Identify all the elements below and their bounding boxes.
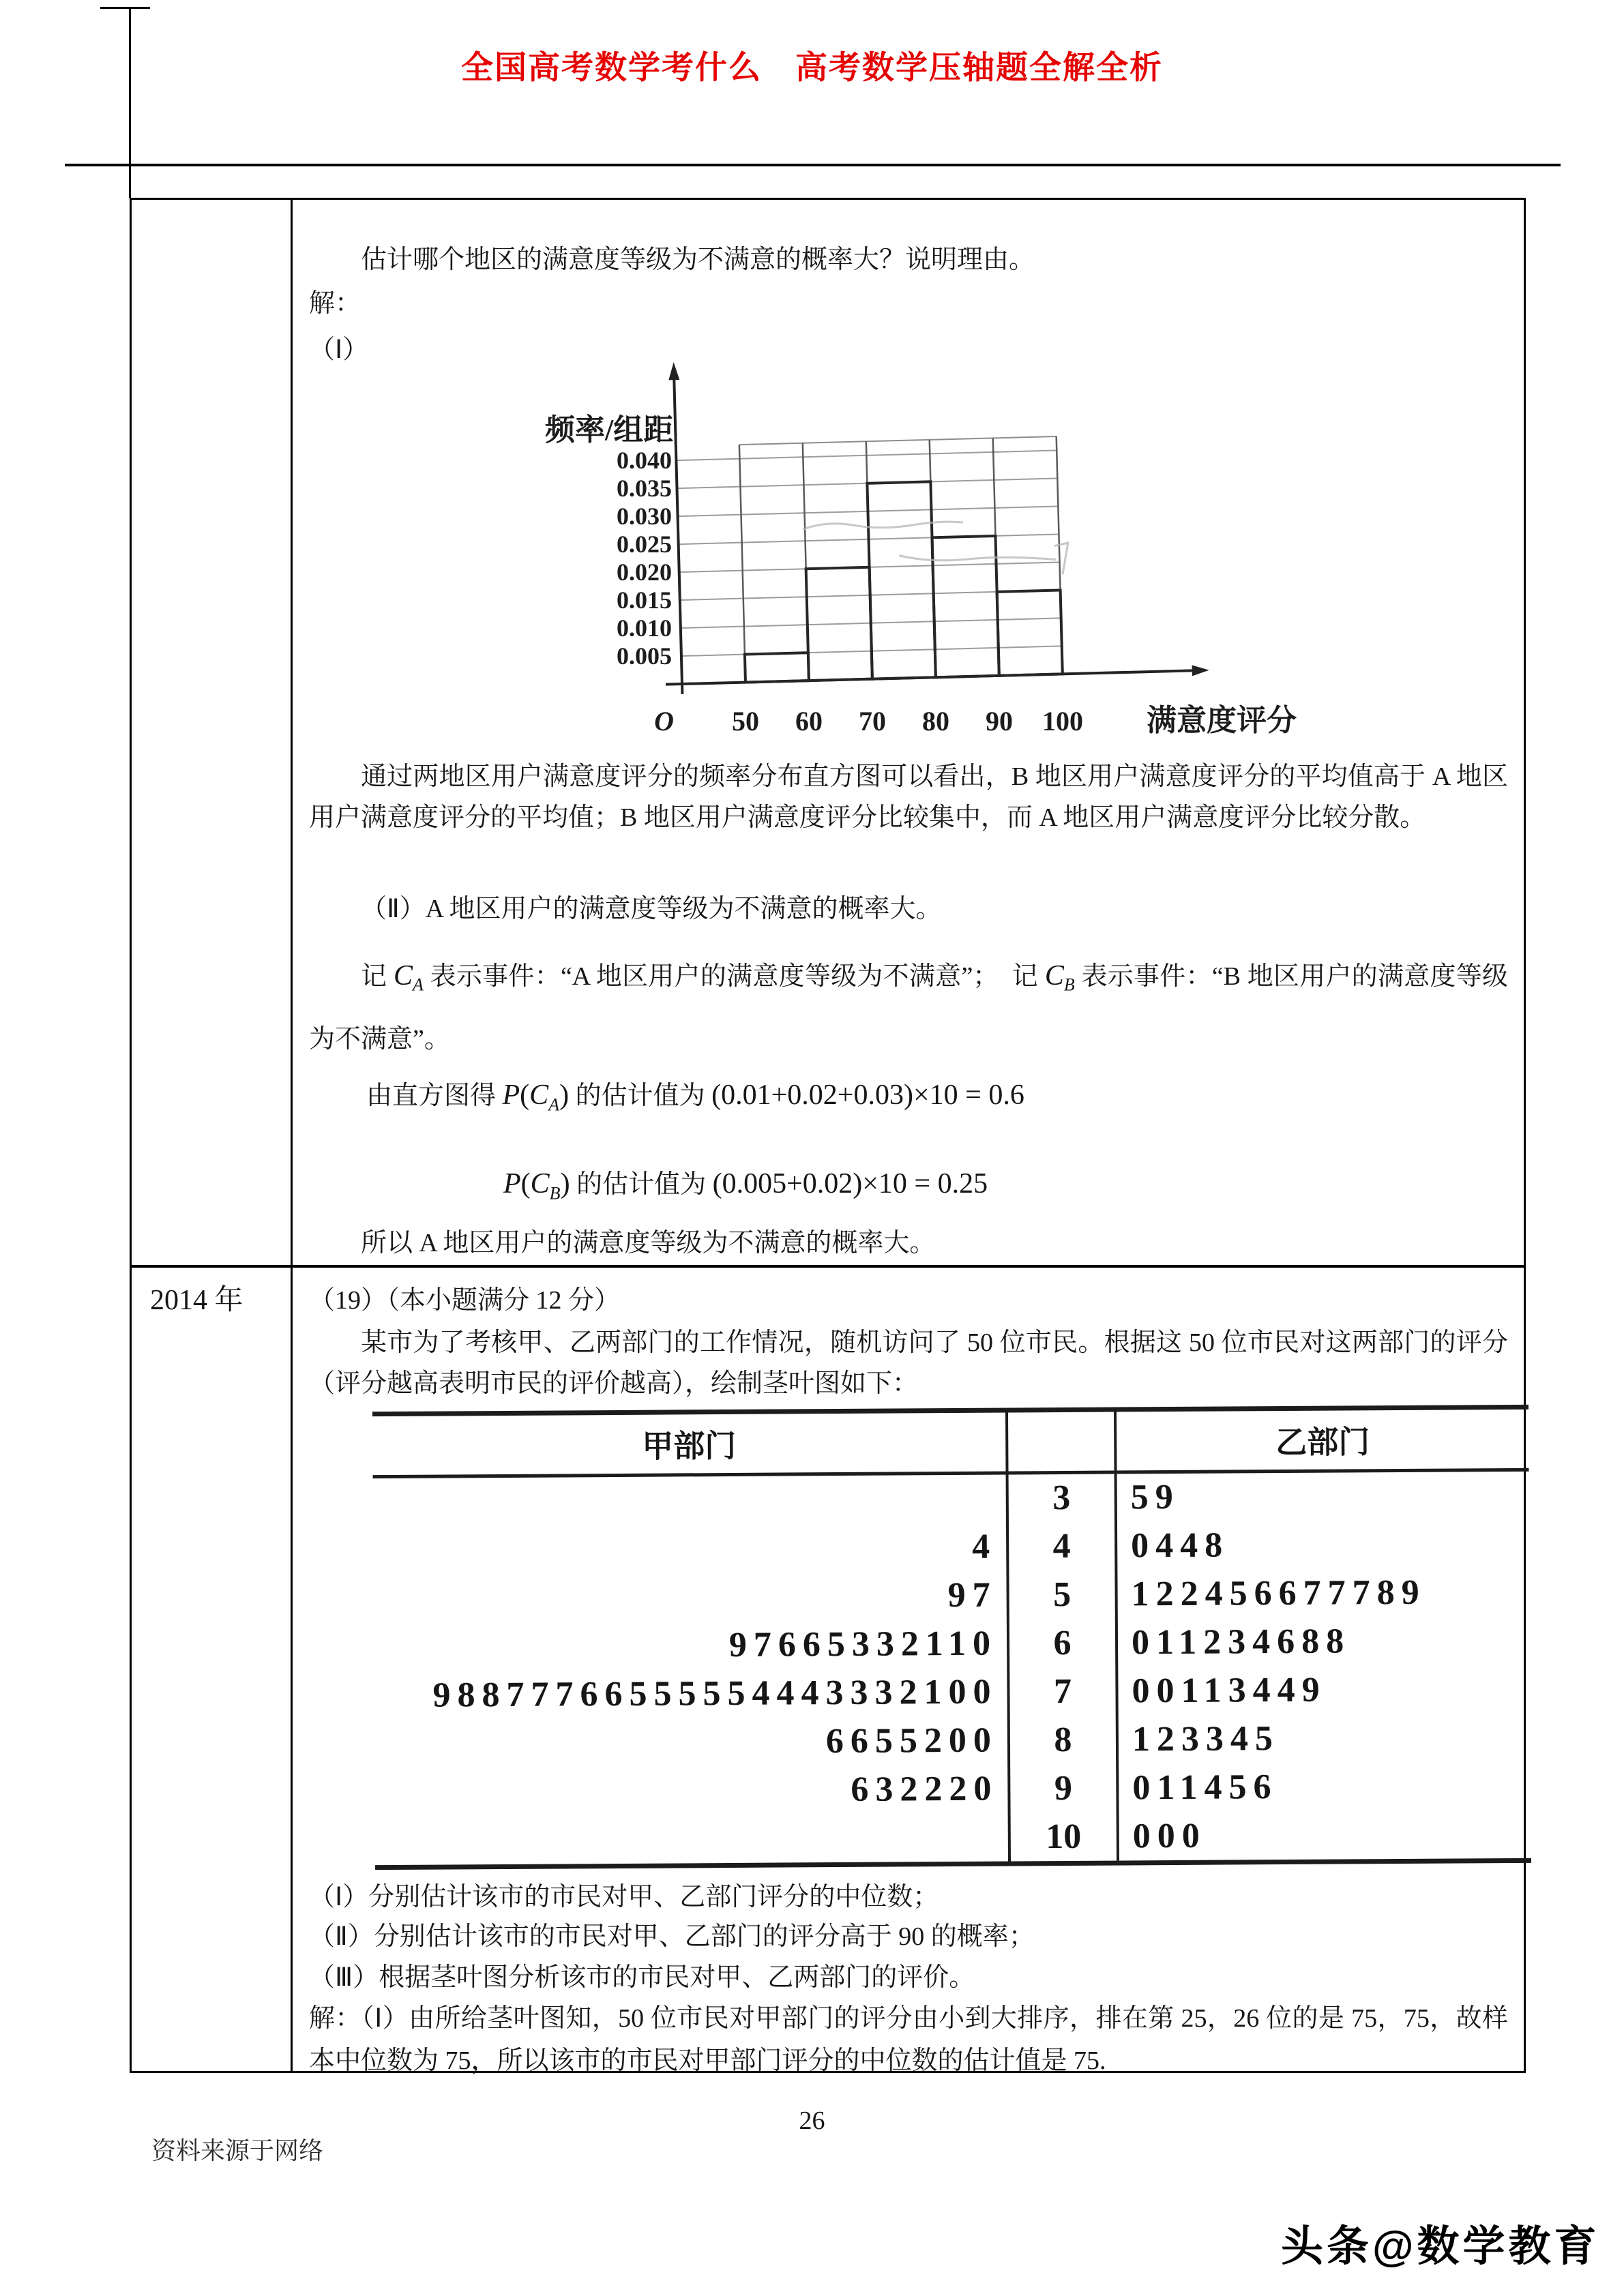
- y-tick-label: 0.035: [617, 475, 672, 502]
- event-definition: 记 $C_A$ 表示事件：“A 地区用户的满意度等级为不满意”； 记 $C_B$ 表示事件：“B 地区用户的满意度等级为不满意”。: [309, 960, 1508, 1054]
- sub-question-1: （Ⅰ）分别估计该市的市民对甲、乙部门评分的中位数；: [309, 1883, 939, 1911]
- y-tick-label: 0.010: [617, 614, 672, 642]
- y-axis-title: 频率/组距: [545, 413, 674, 447]
- stem-leaf-row: 97665332110 6 011234688: [728, 1622, 1351, 1665]
- page-title: 全国高考数学考什么 高考数学压轴题全解全析: [461, 50, 1163, 86]
- year-label: 2014 年: [150, 1285, 243, 1316]
- page-number: 26: [799, 2106, 825, 2135]
- conclusion-line: 所以 A 地区用户的满意度等级为不满意的概率大。: [361, 1229, 936, 1257]
- question-intro: 某市为了考核甲、乙两部门的工作情况，随机访问了 50 位市民。根据这 50 位市民对这两部门的评分（评分越高表明市民的评价越高），绘制茎叶图如下：: [309, 1328, 1508, 1398]
- x-tick-label: 80: [922, 706, 949, 736]
- analysis-paragraph: 通过两地区用户满意度评分的频率分布直方图可以看出，B 地区用户满意度评分的平均值高于 A 地区用户满意度评分的平均值；B 地区用户满意度评分比较集中，而 A 地区用户满意度评分比较分散。: [309, 762, 1508, 832]
- stem-leaf-row: 97 5 122456677789: [947, 1572, 1426, 1615]
- y-tick-label: 0.015: [617, 586, 672, 614]
- x-tick-label: O: [654, 706, 674, 736]
- y-tick-label: 0.040: [617, 447, 672, 474]
- part-one-label: （Ⅰ）: [309, 336, 369, 364]
- source-note: 资料来源于网络: [151, 2137, 324, 2164]
- y-tick-label: 0.025: [617, 531, 672, 558]
- stem-leaf-row: 632220 9 011456: [851, 1767, 1278, 1809]
- y-tick-label: 0.020: [617, 558, 672, 586]
- watermark: 头条@数学教育: [1281, 2223, 1600, 2270]
- y-tick-label: 0.030: [617, 503, 672, 530]
- bar-[50,60): [745, 653, 809, 682]
- y-tick-label: 0.005: [617, 642, 672, 670]
- table-border-fragment-vertical: [129, 7, 131, 198]
- histogram-chart: [520, 357, 1318, 759]
- formula-PCB: $P(C_B)$ 的估计值为 (0.005+0.02)×10 = 0.25: [503, 1168, 988, 1204]
- x-axis-title: 满意度评分: [1147, 704, 1297, 737]
- stem-leaf-row: 98877766555554443332100 7 00113449: [432, 1670, 1327, 1715]
- stem-leaf-row: 3 59: [1052, 1478, 1180, 1518]
- bar-[90,100]: [997, 590, 1063, 675]
- table-border-fragment-horizontal: [100, 7, 150, 9]
- stem-leaf-row: 6655200 8 123345: [825, 1718, 1280, 1761]
- solution-label: 解：: [309, 289, 361, 318]
- x-tick-label: 70: [859, 706, 886, 736]
- sub-question-2: （Ⅱ）分别估计该市的市民对甲、乙部门的评分高于 90 的概率；: [309, 1922, 1035, 1951]
- stem-leaf-table: [372, 1405, 1531, 1870]
- x-tick-label: 90: [986, 706, 1013, 736]
- stem-leaf-header-right: 乙部门: [1275, 1425, 1370, 1461]
- chart-scan-group: [658, 357, 1209, 695]
- stemleaf-rows: [373, 1472, 1531, 1865]
- x-tick-label: 100: [1042, 706, 1083, 736]
- question-line: 估计哪个地区的满意度等级为不满意的概率大？说明理由。: [361, 245, 1035, 274]
- solution-paragraph: 解：（Ⅰ）由所给茎叶图知，50 位市民对甲部门的评分由小到大排序，排在第 25，26 位的是 75，75，故样本中位数为 75，所以该市的市民对甲部门评分的中位数的估计值是 75.: [309, 2004, 1508, 2075]
- solution-table: [130, 198, 1526, 2073]
- stem-leaf-header-left: 甲部门: [642, 1428, 737, 1464]
- row-2014-content: [293, 1268, 1524, 2075]
- year-cell-2014: [132, 1268, 293, 2072]
- event-symbol-CB: C: [1044, 960, 1064, 992]
- sub-question-3: （Ⅲ）根据茎叶图分析该市的市民对甲、乙两部门的评价。: [309, 1963, 975, 1992]
- title-underline: [65, 164, 1561, 166]
- part-two-statement: （Ⅱ）A 地区用户的满意度等级为不满意的概率大。: [361, 895, 942, 923]
- stem-leaf-header: [372, 1410, 1529, 1475]
- formula-PCA: 由直方图得 $P(C_A)$ 的估计值为 (0.01+0.02+0.03)×10 = 0.6: [366, 1079, 1024, 1115]
- row-2015-content: [293, 200, 1524, 1265]
- x-tick-label: 60: [795, 706, 823, 736]
- x-tick-label: 50: [732, 706, 759, 736]
- event-symbol-CA: C: [394, 960, 413, 992]
- question-number: （19）（本小题满分 12 分）: [309, 1286, 621, 1315]
- stem-leaf-row: 10 000: [1046, 1816, 1207, 1856]
- stem-leaf-row: 4 4 0448: [972, 1525, 1230, 1567]
